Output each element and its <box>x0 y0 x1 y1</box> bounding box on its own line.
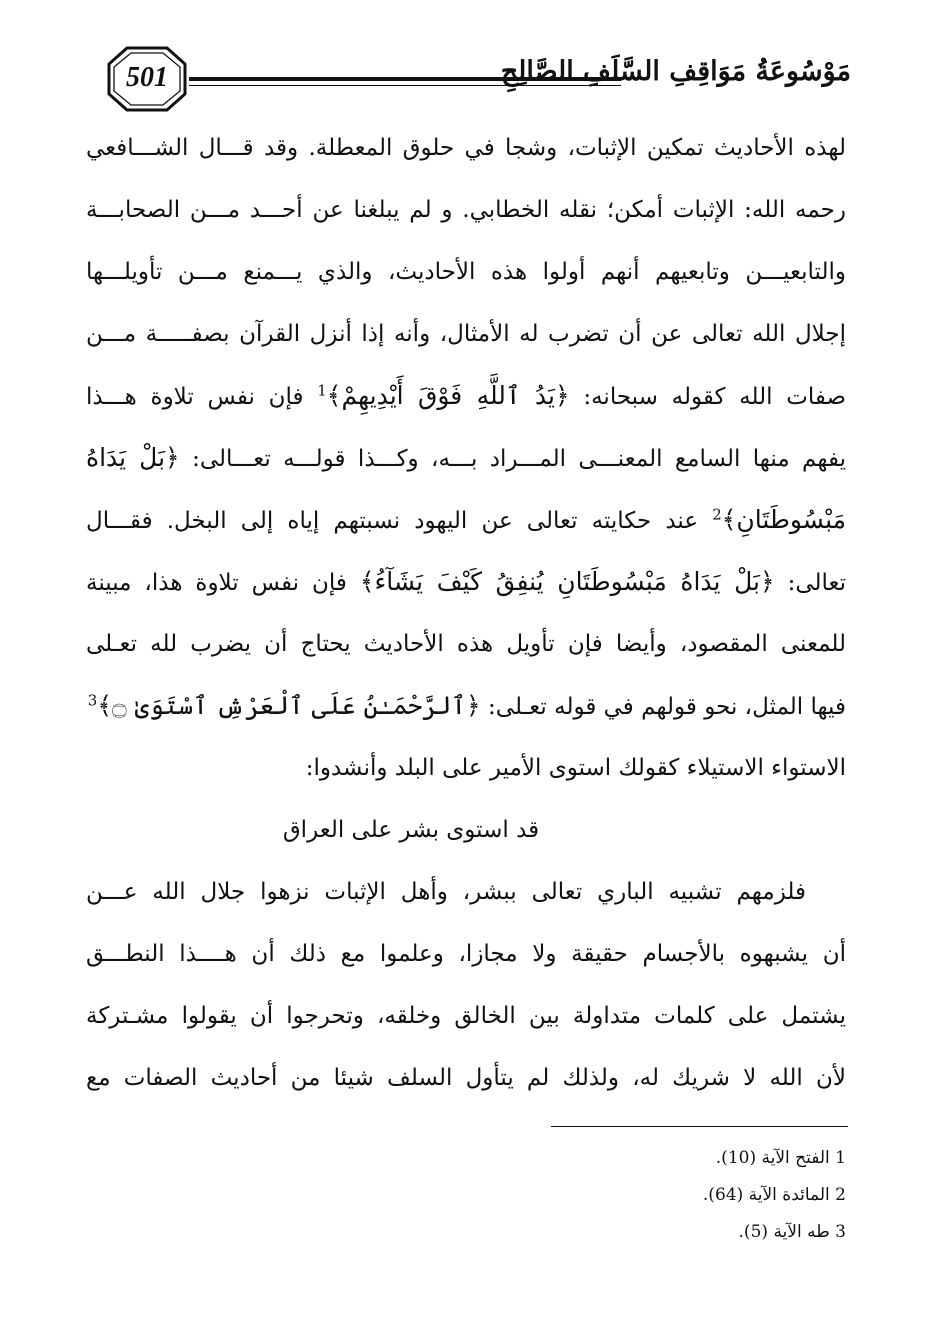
text-line-with-verse <box>86 365 846 427</box>
footnote-item: 1 الفتح الآية (10). <box>715 1148 846 1168</box>
text-line: والتابعيـــن وتابعيهم أنهم أولوا هذه الأحاديث، والذي يـــمنع مـــن تأويلـــها <box>86 259 846 285</box>
text-segment: تعالى: <box>787 570 846 596</box>
quran-verse: ﴿بَلْ يَدَاهُ مَبْسُوطَتَانِ يُنفِقُ كَيْفَ يَشَآءُ﴾ <box>359 567 775 596</box>
text-line: الاستواء الاستيلاء كقولك استوى الأمير على البلد وأنشدوا: <box>305 755 846 781</box>
text-segment: فإن نفس تلاوة هذا، مبينة <box>86 570 347 596</box>
text-segment: يفهم منها السامع المعنـــى المـــراد بـــه، وكـــذا قولـــه تعـــالى: <box>192 446 846 472</box>
footnote-ref[interactable]: 3 <box>87 691 98 710</box>
footnote-separator <box>551 1126 848 1127</box>
footnote-ref[interactable]: 1 <box>317 381 327 400</box>
series-title: مَوْسُوعَةُ مَوَاقِفِ السَّلَفِ الصَّالِحِ <box>500 56 851 87</box>
footnote-item: 3 طه الآية (5). <box>738 1222 846 1242</box>
text-line: أن يشبهوه بالأجسام حقيقة ولا مجازا، وعلموا مع ذلك أن هــــذا النطـــق <box>86 941 846 967</box>
page-number-badge <box>105 44 189 114</box>
text-line: للمعنى المقصود، وأيضا فإن تأويل هذه الأحاديث يحتاج أن يضرب لله تعـلى <box>86 631 846 657</box>
text-line: يشتمل على كلمات متداولة بين الخالق وخلقه، وتحرجوا أن يقولوا مشـتركة <box>86 1003 846 1029</box>
footnote-item: 2 المائدة الآية (64). <box>702 1185 846 1205</box>
quran-verse: ﴿بَلْ يَدَاهُ <box>86 443 180 472</box>
main-text <box>86 117 846 1109</box>
poetry-line: قد استوى بشر على العراق <box>282 817 540 843</box>
text-line-with-verse <box>86 427 846 489</box>
quran-verse: ﴿يَدُ ٱللَّهِ فَوْقَ أَيْدِيهِمْ﴾ <box>326 381 570 410</box>
text-segment: صفات الله كقوله سبحانه: <box>583 384 846 410</box>
footnote-ref[interactable]: 2 <box>712 505 722 524</box>
text-line: إجلال الله تعالى عن أن تضرب له الأمثال، وأنه إذا أنزل القرآن بصفـــــة مـــن <box>86 321 846 347</box>
page-number: 501 <box>126 62 168 93</box>
text-line: رحمه الله: الإثبات أمكن؛ نقله الخطابي. و لم يبلغنا عن أحـــد مـــن الصحابـــة <box>86 197 846 223</box>
text-line: فلزمهم تشبيه الباري تعالى ببشر، وأهل الإثبات نزهوا جلال الله عـــن <box>86 879 806 905</box>
text-line: لهذه الأحاديث تمكين الإثبات، وشجا في حلوق المعطلة. وقد قـــال الشـــافعي <box>86 135 846 161</box>
text-line: لأن الله لا شريك له، ولذلك لم يتأول السلف شيئا من أحاديث الصفات مع <box>86 1065 846 1091</box>
text-segment: عند حكايته تعالى عن اليهود نسبتهم إياه إلى البخل. فقـــال <box>86 508 699 534</box>
text-line-with-verse <box>86 675 846 737</box>
footnotes <box>446 1140 846 1251</box>
text-segment: فيها المثل، نحو قولهم في قوله تعـلى: <box>488 694 846 720</box>
quran-verse: ﴿ٱلرَّحْمَـٰنُ عَلَى ٱلْعَرْشِ ٱسْتَوَىٰ ۝﴾ <box>97 691 481 720</box>
text-line-with-verse <box>86 489 846 551</box>
page-header <box>105 44 851 114</box>
text-line-with-verse <box>86 551 846 613</box>
quran-verse: مَبْسُوطَتَانِ﴾ <box>721 505 846 534</box>
text-segment: فإن نفس تلاوة هـــذا <box>86 384 304 410</box>
